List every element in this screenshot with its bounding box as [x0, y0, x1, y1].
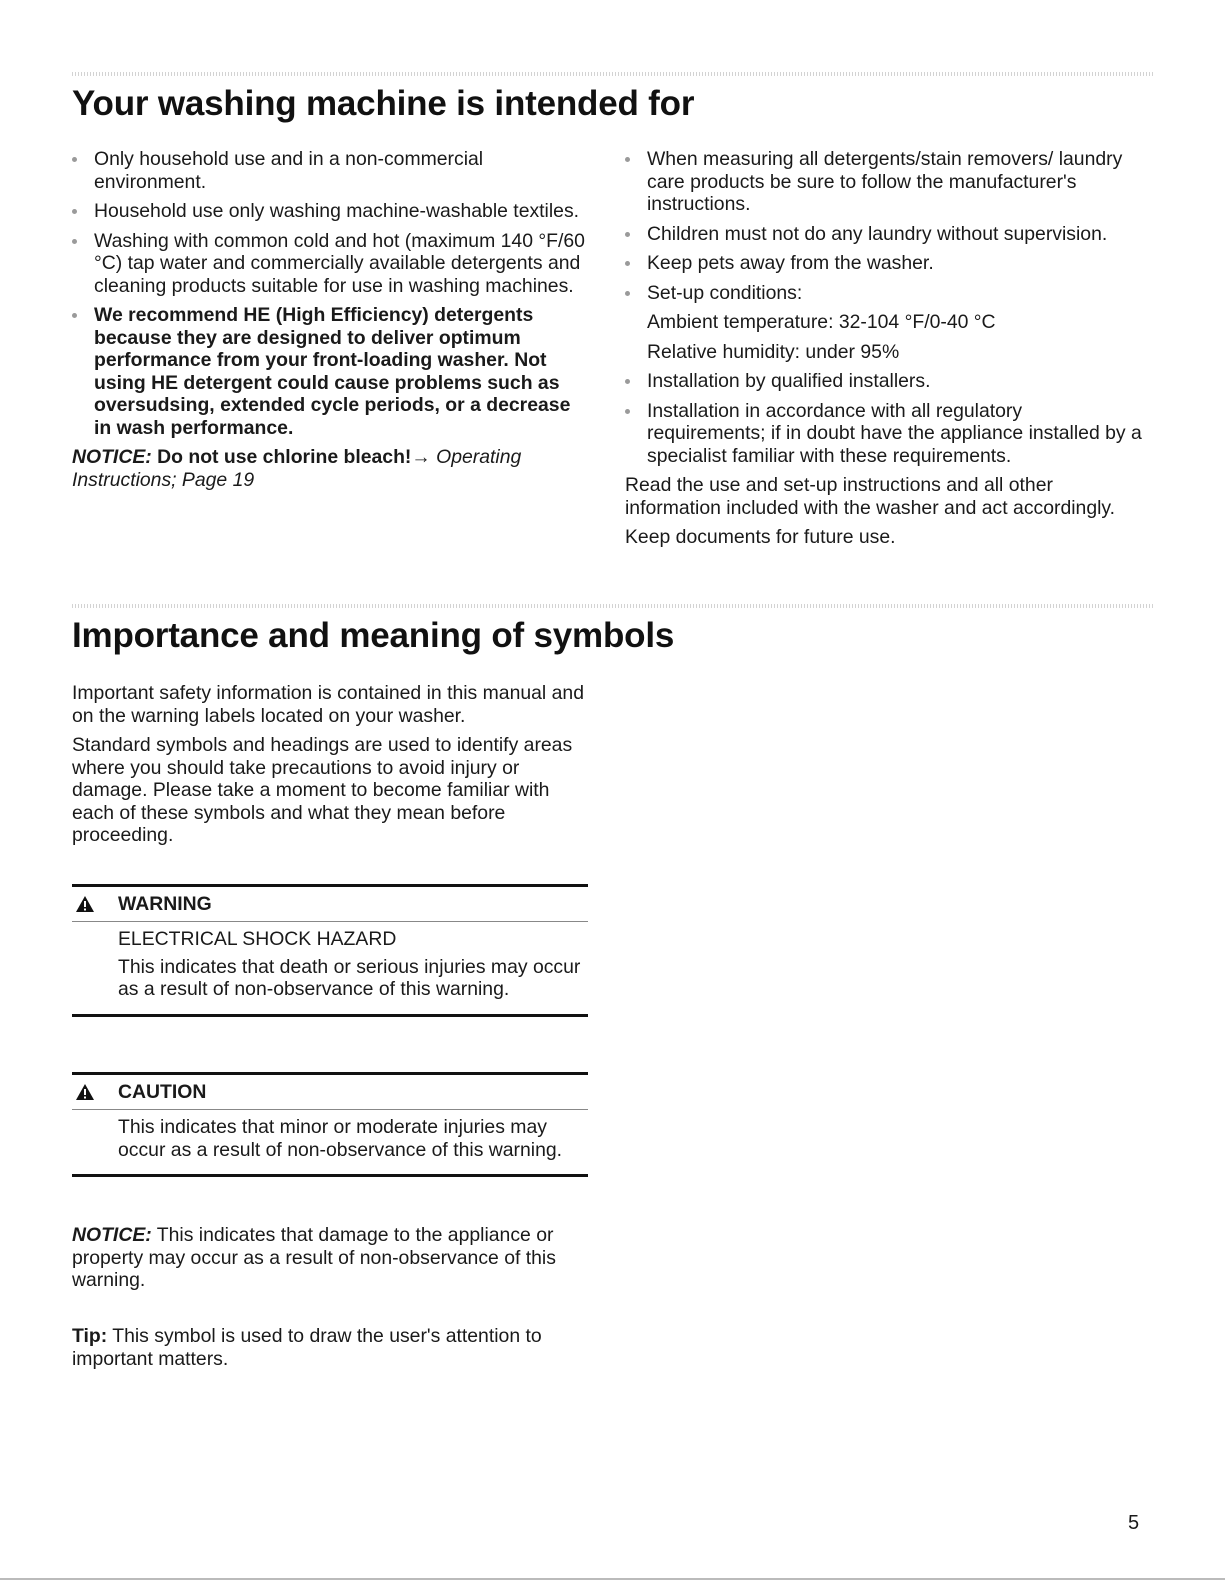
intended-left-column [72, 148, 590, 498]
list-item: Keep pets away from the washer. [625, 252, 1145, 275]
section-title-intended-for: Your washing machine is intended for [72, 84, 695, 123]
list-item: Installation in accordance with all regulatory requirements; if in doubt have the appliance installed by a specialist familiar with these requirements. [625, 400, 1145, 468]
bottom-edge-rule [0, 1578, 1225, 1580]
list-item: Only household use and in a non-commercial environment. [72, 148, 590, 193]
header-texture-rule [72, 72, 1154, 76]
caution-triangle-icon [72, 1083, 98, 1101]
notice-bleach [72, 446, 590, 491]
notice-damage [72, 1224, 588, 1299]
notice-bold-text: Do not use chlorine bleach! [157, 446, 412, 468]
notice-reference-link[interactable]: Operating Instructions; Page 19 [72, 446, 522, 491]
list-item-setup [625, 282, 1145, 364]
setup-label: Set-up conditions: [647, 281, 803, 304]
list-item: Washing with common cold and hot (maximum 140 °F/60 °C) tap water and commercially available detergents and cleaning products suitable for use in washing machines. [72, 230, 590, 298]
notice-label: NOTICE: [72, 446, 152, 468]
notice-text: This indicates that damage to the appliance or property may occur as a result of non-observance of this warning. [72, 1224, 556, 1291]
warning-box [72, 884, 588, 1017]
caution-header [72, 1075, 588, 1110]
setup-humidity: Relative humidity: under 95% [647, 340, 900, 363]
intended-list-left [72, 148, 590, 439]
warning-description: This indicates that death or serious injuries may occur as a result of non-observance of this warning. [118, 955, 581, 1000]
list-item: Installation by qualified installers. [625, 370, 1145, 393]
warning-body [72, 922, 588, 1014]
page-number: 5 [1128, 1512, 1140, 1534]
list-item: Children must not do any laundry without supervision. [625, 223, 1145, 246]
intended-list-right [625, 148, 1145, 467]
warning-heading: WARNING [118, 892, 212, 915]
paragraph: Standard symbols and headings are used to identify areas where you should take precautions to avoid injury or damage. Please take a moment to become familiar with each of these symbols and what they mean before proceeding. [72, 734, 573, 846]
paragraph: Keep documents for future use. [625, 526, 896, 548]
list-item: When measuring all detergents/stain removers/ laundry care products be sure to follow the manufacturer's instructions. [625, 148, 1145, 216]
tip-block [72, 1325, 588, 1377]
paragraph: Read the use and set-up instructions and all other information included with the washer and act accordingly. [625, 474, 1116, 519]
tip-text: This symbol is used to draw the user's attention to important matters. [72, 1325, 542, 1370]
caution-description: This indicates that minor or moderate injuries may occur as a result of non-observance of this warning. [118, 1116, 563, 1161]
section-title-symbols: Importance and meaning of symbols [72, 616, 675, 655]
caution-heading: CAUTION [118, 1080, 207, 1103]
header-texture-rule [72, 604, 1154, 608]
list-item: Household use only washing machine-washable textiles. [72, 200, 590, 223]
arrow-right-icon: → [411, 446, 431, 468]
list-item-he-detergent: We recommend HE (High Efficiency) detergents because they are designed to deliver optimum performance from your front-loading washer. Not using HE detergent could cause problems such as oversudsing, extended cycle periods, or a decrease in wash performance. [72, 304, 590, 439]
warning-triangle-icon [72, 895, 98, 913]
symbols-intro [72, 682, 588, 854]
paragraph: Important safety information is contained in this manual and on the warning labels located on your washer. [72, 682, 584, 727]
caution-body [72, 1110, 588, 1174]
intended-right-column [625, 148, 1145, 556]
warning-hazard-type: ELECTRICAL SHOCK HAZARD [118, 928, 397, 950]
warning-header [72, 887, 588, 922]
setup-ambient: Ambient temperature: 32-104 °F/0-40 °C [647, 311, 996, 333]
notice-label: NOTICE: [72, 1224, 152, 1246]
tip-label: Tip: [72, 1325, 108, 1347]
caution-box [72, 1072, 588, 1177]
